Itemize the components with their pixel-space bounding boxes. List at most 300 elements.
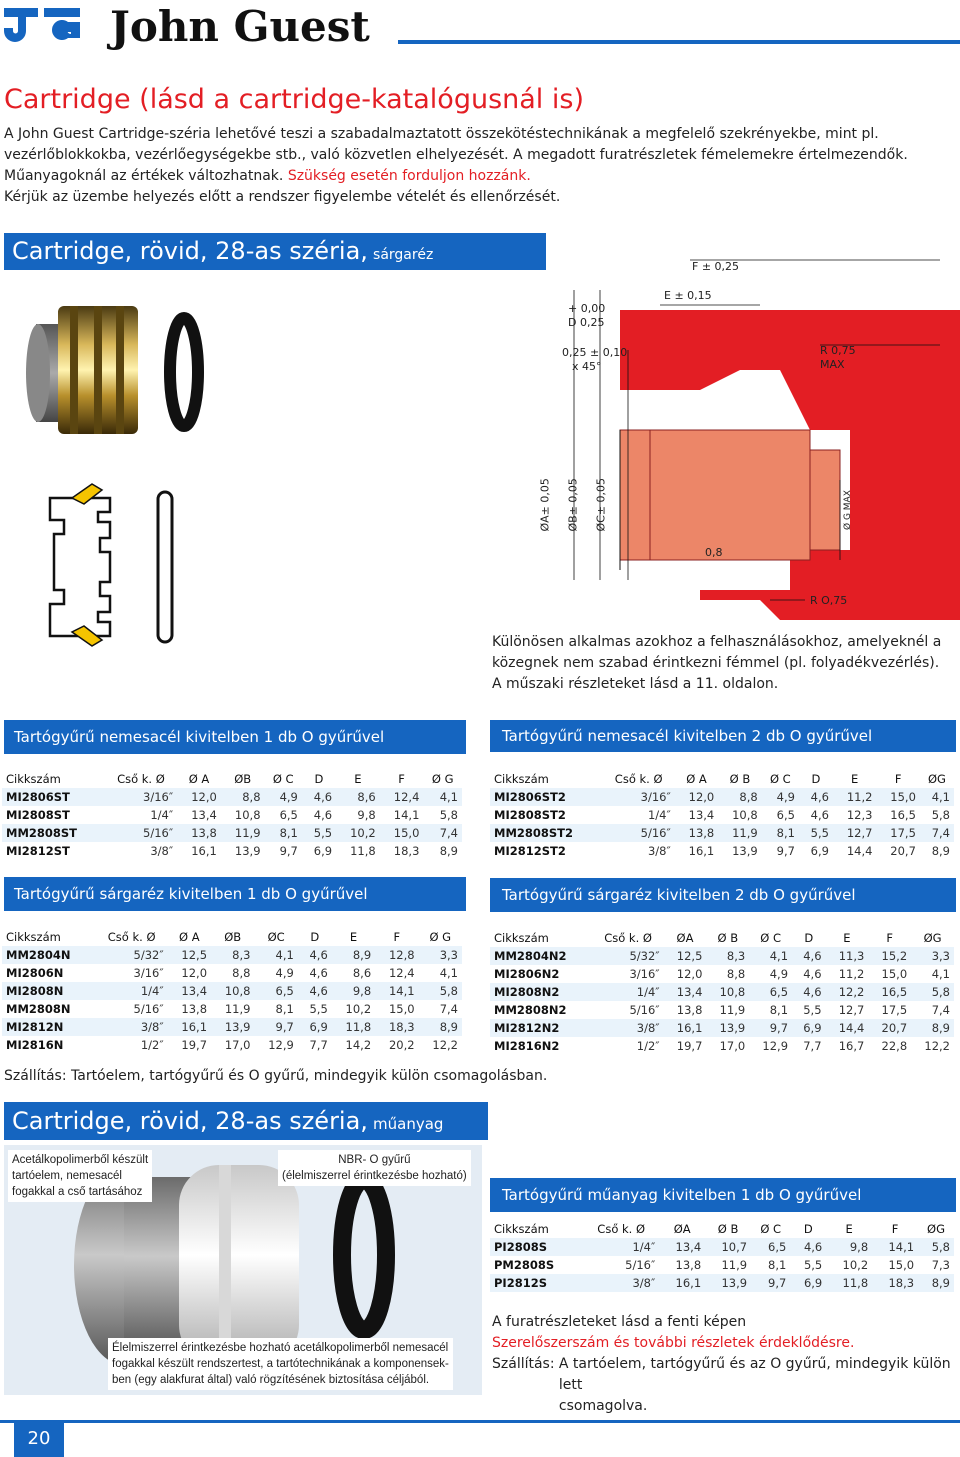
table-cell: 5,5 (799, 824, 833, 842)
table-cell: 7,3 (931, 1258, 950, 1272)
t5-header-row (490, 1220, 954, 1238)
t4-header-row (490, 929, 954, 947)
table-cell: 4,6 (810, 808, 829, 822)
t1-header-cell: Ø C (272, 772, 294, 786)
table-cell: 5/32″ (96, 946, 168, 964)
t2-header-cell: F (894, 772, 902, 786)
t4-header-cell: F (886, 931, 894, 945)
table-cell: 9,7 (279, 844, 298, 858)
table-cell: 3/16″ (629, 967, 660, 981)
table-row (490, 1238, 954, 1256)
section2-bar: Cartridge, rövid, 28-as széria, műanyag (4, 1102, 488, 1140)
t2-header-cell: Ø C (769, 772, 791, 786)
table-cell: 12,4 (388, 966, 415, 980)
table-cell: 20,7 (890, 844, 916, 858)
table-cell: 15,0 (888, 1258, 915, 1272)
table-cell: 3,3 (419, 946, 462, 964)
part-number: MM2804N (2, 946, 96, 964)
t2-header-cell: D (811, 772, 821, 786)
table-cell: 4,1 (920, 788, 954, 806)
t5-title-bar: Tartógyűrű műanyag kivitelben 1 db O gyűrűvel (490, 1178, 956, 1212)
table-cell: 7,7 (309, 1038, 328, 1052)
table-cell: 22,8 (881, 1039, 908, 1053)
table-row (490, 1019, 954, 1037)
part-number: PI2812S (490, 1274, 583, 1292)
table-cell: 3/16″ (105, 788, 177, 806)
table-cell: 12,8 (375, 946, 418, 964)
t4-table (490, 929, 954, 1055)
table-cell: 1/4″ (647, 808, 671, 822)
table-cell: 12,0 (675, 788, 718, 806)
t4-header-cell: ØA (676, 931, 694, 945)
table-row (2, 1036, 462, 1054)
table-cell: 8,9 (918, 1274, 954, 1292)
table-cell: 5,8 (911, 983, 954, 1001)
t3-header-cell: E (349, 930, 358, 944)
footer-rule (0, 1420, 960, 1423)
table-cell: 12,4 (380, 788, 424, 806)
table-cell: 13,8 (675, 1258, 702, 1272)
t1-header-cell: F (398, 772, 405, 786)
part-number: MI2806N (6, 966, 64, 980)
part-number: MI2806ST2 (490, 788, 603, 806)
table-cell: 16,1 (659, 1274, 705, 1292)
table-cell: 13,9 (211, 1018, 254, 1036)
table-cell: 3/16″ (603, 788, 675, 806)
label-holder: Acetálkopolimerből készült tartóelem, nemesacél fogakkal a cső tartásához (8, 1150, 152, 1202)
table-cell: 8,1 (769, 1003, 789, 1017)
table-cell: 13,9 (732, 844, 758, 858)
table-cell: 10,8 (234, 808, 261, 822)
table-row (2, 982, 462, 1000)
table-cell: 11,9 (224, 1002, 251, 1016)
dim-c: ØC± 0,05 (594, 477, 608, 532)
part-number: MI2806N2 (494, 967, 560, 981)
dim-b: ØB± 0,05 (566, 478, 580, 532)
table-cell: 15,0 (380, 824, 424, 842)
table-cell: 17,0 (719, 1039, 746, 1053)
t2-header-cell: ØG (927, 772, 946, 786)
table-cell: 4,6 (302, 788, 336, 806)
part-number: MI2808ST (6, 808, 70, 822)
table-cell: 8,8 (221, 788, 265, 806)
table-cell: 4,1 (439, 966, 458, 980)
t3-header-row (2, 928, 462, 946)
table-cell: 18,3 (872, 1274, 918, 1292)
table-cell: 6,5 (776, 808, 795, 822)
table-cell: 3/8″ (150, 844, 174, 858)
t5-header-cell: F (891, 1222, 899, 1236)
table-cell: 6,9 (298, 1018, 332, 1036)
table-cell: 20,2 (388, 1038, 415, 1052)
table-cell: 8,8 (726, 967, 746, 981)
table-cell: 8,1 (768, 1258, 787, 1272)
table-cell: 11,8 (332, 1018, 375, 1036)
table-cell: 9,7 (776, 844, 795, 858)
table-row (490, 788, 954, 806)
t1-header-cell: D (314, 772, 324, 786)
t2-header-cell: Cikkszám (494, 772, 549, 786)
table-cell: 11,9 (718, 824, 761, 842)
table-cell: 4,9 (762, 788, 799, 806)
brand-name: John Guest (110, 2, 370, 51)
t3-header-cell: Cső k. Ø (107, 930, 156, 944)
part-number: MI2808ST2 (494, 808, 566, 822)
table-cell: 9,7 (749, 1019, 792, 1037)
table-cell: 12,0 (181, 966, 208, 980)
table-cell: 13,9 (234, 844, 261, 858)
part-number: MI2812ST2 (494, 844, 566, 858)
cartridge-cross-section-drawing (30, 478, 200, 653)
table-cell: 5,5 (309, 1002, 328, 1016)
t5-header-cell: ØG (927, 1222, 945, 1236)
t3-header-cell: Ø A (179, 930, 200, 944)
table-cell: 8,6 (336, 788, 380, 806)
table-cell: 4,1 (931, 967, 950, 981)
shipping-note: Szállítás: Tartóelem, tartógyűrű és O gyűrű, mindegyik külön csomagolásban. (4, 1068, 548, 1084)
table-cell: 4,9 (769, 967, 789, 981)
table-cell: 10,2 (345, 1002, 372, 1016)
table-cell: 8,9 (911, 1019, 954, 1037)
table-cell: 15,0 (388, 1002, 415, 1016)
table-cell: 16,7 (838, 1039, 865, 1053)
t1-table (2, 770, 462, 860)
part-number: MI2806ST (2, 788, 105, 806)
table-cell: 4,6 (790, 1238, 826, 1256)
table-cell: 6,5 (254, 982, 297, 1000)
part-number: MM2804N2 (490, 947, 593, 965)
brass-cartridge-photo (8, 292, 208, 442)
t4-title-bar: Tartógyűrű sárgaréz kivitelben 2 db O gyűrűvel (490, 878, 956, 912)
table-cell: 13,8 (675, 824, 718, 842)
t1-header-cell: ØB (234, 772, 252, 786)
table-cell: 8,8 (232, 966, 251, 980)
table-cell: 8,9 (419, 1018, 462, 1036)
table-cell: 9,8 (826, 1238, 872, 1256)
table-cell: 5,8 (931, 808, 950, 822)
table-cell: 18,3 (375, 1018, 418, 1036)
table-cell: 16,5 (890, 808, 916, 822)
bottom-notes: A furatrészleteket lásd a fenti képen Szerelőszerszám és további részletek érdeklődésre. Szállítás: A tartóelem, tartógyűrű és az O gyűrű, mindegyik külön lett csomagolva. (492, 1314, 951, 1414)
table-row (490, 842, 954, 860)
table-cell: 12,2 (924, 1039, 950, 1053)
t2-header-cell: Ø B (729, 772, 751, 786)
t4-header-cell: D (804, 931, 814, 945)
dim-e: E ± 0,15 (664, 289, 712, 302)
table-cell: 9,7 (751, 1274, 790, 1292)
table-cell: 11,9 (719, 1003, 746, 1017)
table-cell: 12,2 (826, 983, 869, 1001)
table-row (2, 1000, 462, 1018)
table-cell: 14,4 (846, 844, 873, 858)
table-cell: 3,3 (911, 947, 954, 965)
table-cell: 19,7 (676, 1039, 703, 1053)
table-cell: 8,1 (275, 1002, 294, 1016)
table-cell: 1/4″ (150, 808, 174, 822)
t4-header-cell: Cső k. Ø (604, 931, 652, 945)
t1-header-cell: Ø G (431, 772, 454, 786)
table-row (2, 946, 462, 964)
table-cell: 5/32″ (593, 947, 664, 965)
table-cell: 4,6 (313, 808, 333, 822)
dim-f: F ± 0,25 (692, 260, 740, 273)
table-cell: 7,4 (423, 824, 462, 842)
table-cell: 10,8 (211, 982, 254, 1000)
t1-header-cell: Ø A (188, 772, 210, 786)
label-oring: NBR- O gyűrű (élelmiszerrel érintkezésbe hozható) (278, 1150, 471, 1186)
table-cell: 4,6 (309, 966, 328, 980)
page-number-box (14, 1420, 64, 1457)
table-cell: 8,3 (211, 946, 254, 964)
table-cell: 4,1 (423, 788, 462, 806)
part-number: MM2808ST (2, 824, 105, 842)
part-number: MI2816N (6, 1038, 64, 1052)
table-row (490, 1037, 954, 1055)
table-cell: 4,9 (265, 788, 302, 806)
table-cell: 3/8″ (593, 1019, 664, 1037)
table-cell: 10,2 (842, 1258, 869, 1272)
table-cell: 5,8 (439, 808, 458, 822)
t2-header-cell: Cső k. Ø (614, 772, 663, 786)
t1-header-row (2, 770, 462, 788)
table-cell: 10,7 (705, 1238, 751, 1256)
table-cell: 1/4″ (593, 983, 664, 1001)
table-cell: 11,3 (826, 947, 869, 965)
intro-title: Cartridge (lásd a cartridge-katalógusnál is) (4, 84, 584, 115)
table-cell: 1/2″ (140, 1038, 164, 1052)
table-cell: 8,1 (762, 824, 799, 842)
table-cell: 8,9 (332, 946, 375, 964)
table-cell: 16,1 (688, 844, 715, 858)
table-cell: 12,0 (676, 967, 703, 981)
table-cell: 8,6 (352, 966, 372, 980)
table-cell: 4,1 (254, 946, 297, 964)
table-cell: 11,2 (833, 788, 876, 806)
table-cell: 4,6 (792, 947, 825, 965)
t3-header-cell: F (393, 930, 401, 944)
page-number: 20 (27, 1428, 51, 1449)
table-cell: 9,8 (332, 982, 375, 1000)
t5-header-cell: Ø C (760, 1222, 782, 1236)
table-cell: 4,6 (298, 946, 332, 964)
table-cell: 15,0 (881, 967, 908, 981)
table-cell: 12,5 (664, 947, 707, 965)
table-cell: 3/8″ (583, 1274, 659, 1292)
application-note: Különösen alkalmas azokhoz a felhasználásokhoz, amelyeknél a közegnek nem szabad érintkezni fémmel (pl. folyadékvezérlés). A műszaki részleteket lásd a 11. oldalon. (492, 634, 942, 692)
table-row (490, 1001, 954, 1019)
dim-d: + 0,00 D 0,25 (568, 302, 606, 329)
part-number: MI2812N (2, 1018, 96, 1036)
table-cell: 4,1 (749, 947, 792, 965)
table-cell: 3/8″ (96, 1018, 168, 1036)
table-cell: 15,0 (876, 788, 919, 806)
table-cell: 3/16″ (133, 966, 164, 980)
dim-radius: R O,75 (810, 594, 848, 607)
table-row (2, 806, 462, 824)
t5-header-cell: Ø B (717, 1222, 739, 1236)
t2-title-bar: Tartógyűrű nemesacél kivitelben 2 db O gyűrűvel (490, 720, 956, 752)
table-cell: 9,7 (254, 1018, 297, 1036)
table-cell: 13,4 (688, 808, 715, 822)
table-cell: 17,0 (224, 1038, 251, 1052)
table-cell: 6,5 (751, 1238, 790, 1256)
table-cell: 5,8 (419, 982, 462, 1000)
table-cell: 6,9 (792, 1019, 825, 1037)
part-number: MI2812N2 (490, 1019, 593, 1037)
t1-header-cell: E (354, 772, 362, 786)
table-cell: 6,5 (749, 983, 792, 1001)
table-cell: 8,9 (439, 844, 458, 858)
table-cell: 7,4 (920, 824, 954, 842)
table-row (2, 824, 462, 842)
table-cell: 14,1 (872, 1238, 918, 1256)
table-cell: 13,8 (177, 824, 221, 842)
table-cell: 8,8 (718, 788, 761, 806)
table-cell: 14,1 (393, 808, 420, 822)
table-cell: 20,7 (868, 1019, 911, 1037)
t1-header-cell: Cikkszám (6, 772, 61, 786)
t3-title-bar: Tartógyűrű sárgaréz kivitelben 1 db O gyűrűvel (4, 877, 466, 911)
table-cell: 19,7 (181, 1038, 208, 1052)
table-cell: 5,8 (918, 1238, 954, 1256)
table-cell: 6,9 (790, 1274, 826, 1292)
table-cell: 16,1 (168, 1018, 211, 1036)
table-cell: 8,9 (931, 844, 950, 858)
section1-bar: Cartridge, rövid, 28-as széria, sárgaréz (4, 233, 546, 270)
table-cell: 5/16″ (133, 1002, 164, 1016)
jg-logo-icon (4, 6, 80, 50)
t4-header-cell: Cikkszám (494, 931, 549, 945)
table-cell: 4,9 (275, 966, 294, 980)
table-cell: 11,8 (350, 844, 376, 858)
label-body: Élelmiszerrel érintkezésbe hozható acetálkopolimerből nemesacél fogakkal készült rendszertest, a tartótechnikának a komponensek- ben (egy alakfurat által) való rögzítésének biztosítása céljából. (108, 1338, 453, 1390)
intro-text: A John Guest Cartridge-széria lehetővé teszi a szabadalmaztatott összekötéstechnikának a megfelelő szekrényekbe, mint pl. vezérlőblokkokba, vezérlőegységekbe stb., való közvetlen elhelyezését. A megadott furatrészletek fémelemekre értelmezendők. Műanyagoknál az értékek változhatnak. Szükség esetén forduljon hozzánk. Kérjük az üzembe helyezés előtt a rendszer figyelembe vételét és ellenőrzését. (4, 126, 908, 205)
table-cell: 4,6 (803, 967, 822, 981)
table-cell: 12,9 (762, 1039, 789, 1053)
part-number: MI2816N2 (494, 1039, 560, 1053)
table-cell: 13,8 (181, 1002, 208, 1016)
table-cell: 1/4″ (96, 982, 168, 1000)
table-cell: 12,2 (432, 1038, 458, 1052)
table-cell: 12,5 (168, 946, 211, 964)
t2-table (490, 770, 954, 860)
table-cell: 5,5 (803, 1003, 822, 1017)
table-cell: 12,7 (833, 824, 876, 842)
table-cell: 13,8 (676, 1003, 703, 1017)
table-cell: 12,0 (177, 788, 221, 806)
part-number: PM2808S (494, 1258, 555, 1272)
dim-g: Ø G MAX (843, 490, 853, 530)
table-cell: 13,4 (191, 808, 217, 822)
logo (4, 6, 80, 50)
table-cell: 13,9 (705, 1274, 751, 1292)
table-cell: 12,7 (838, 1003, 865, 1017)
table-row (2, 842, 462, 860)
table-cell: 13,9 (706, 1019, 749, 1037)
part-number: MM2808ST2 (490, 824, 603, 842)
table-cell: 11,2 (838, 967, 865, 981)
t2-header-cell: E (851, 772, 859, 786)
table-cell: 6,5 (279, 808, 298, 822)
dim-radius-max: R 0,75 MAX (820, 344, 856, 371)
dim-groove: 0,8 (705, 546, 723, 559)
table-row (490, 947, 954, 965)
table-row (2, 788, 462, 806)
t5-header-cell: ØA (673, 1222, 691, 1236)
t4-header-cell: Ø B (717, 931, 739, 945)
table-row (2, 1018, 462, 1036)
table-cell: 4,6 (298, 982, 332, 1000)
t3-header-cell: Cikkszám (6, 930, 61, 944)
table-row (2, 964, 462, 982)
table-cell: 16,5 (868, 983, 911, 1001)
table-cell: 6,9 (313, 844, 333, 858)
t5-table (490, 1220, 954, 1292)
table-cell: 13,4 (664, 983, 707, 1001)
t4-header-cell: Ø C (760, 931, 781, 945)
table-cell: 17,5 (881, 1003, 908, 1017)
table-row (490, 983, 954, 1001)
table-cell: 8,3 (706, 947, 749, 965)
table-cell: 9,8 (357, 808, 376, 822)
table-cell: 4,6 (799, 788, 833, 806)
table-cell: 15,2 (868, 947, 911, 965)
table-cell: 12,9 (268, 1038, 294, 1052)
t1-title-bar: Tartógyűrű nemesacél kivitelben 1 db O gyűrűvel (4, 720, 466, 754)
part-number: MM2808N2 (494, 1003, 567, 1017)
table-cell: 10,2 (336, 824, 380, 842)
table-cell: 16,1 (191, 844, 217, 858)
table-cell: 1/4″ (583, 1238, 659, 1256)
t5-header-cell: Cikkszám (494, 1222, 549, 1236)
table-cell: 5/16″ (603, 824, 675, 842)
dim-chamfer: 0,25 ± 0,10 x 45° (562, 346, 628, 373)
table-cell: 8,1 (265, 824, 302, 842)
t5-header-cell: D (803, 1222, 813, 1236)
table-cell: 14,1 (375, 982, 418, 1000)
table-cell: 12,3 (846, 808, 873, 822)
table-cell: 5,5 (302, 824, 336, 842)
table-cell: 14,2 (345, 1038, 372, 1052)
table-cell: 5/16″ (105, 824, 177, 842)
table-cell: 10,8 (732, 808, 758, 822)
part-number: MI2808N (2, 982, 96, 1000)
table-cell: 6,9 (810, 844, 829, 858)
table-row (490, 1256, 954, 1274)
part-number: MI2812ST (6, 844, 70, 858)
dim-a: ØA± 0,05 (538, 478, 552, 532)
table-cell: 10,8 (706, 983, 749, 1001)
part-number: MI2808N2 (490, 983, 593, 1001)
table-row (490, 965, 954, 983)
table-cell: 7,7 (803, 1039, 822, 1053)
table-row (490, 824, 954, 842)
table-cell: 17,5 (876, 824, 919, 842)
table-cell: 4,6 (792, 983, 825, 1001)
table-cell: 5/16″ (629, 1003, 660, 1017)
table-cell: 7,4 (931, 1003, 950, 1017)
t2-header-row (490, 770, 954, 788)
table-cell: 14,4 (826, 1019, 869, 1037)
t2-header-cell: Ø A (686, 772, 707, 786)
table-cell: 16,1 (664, 1019, 707, 1037)
t1-header-cell: Cső k. Ø (117, 772, 165, 786)
table-cell: 18,3 (393, 844, 420, 858)
table-cell: 5/16″ (625, 1258, 656, 1272)
t5-header-cell: E (845, 1222, 853, 1236)
table-cell: 13,4 (659, 1238, 705, 1256)
t4-header-cell: ØG (923, 931, 942, 945)
